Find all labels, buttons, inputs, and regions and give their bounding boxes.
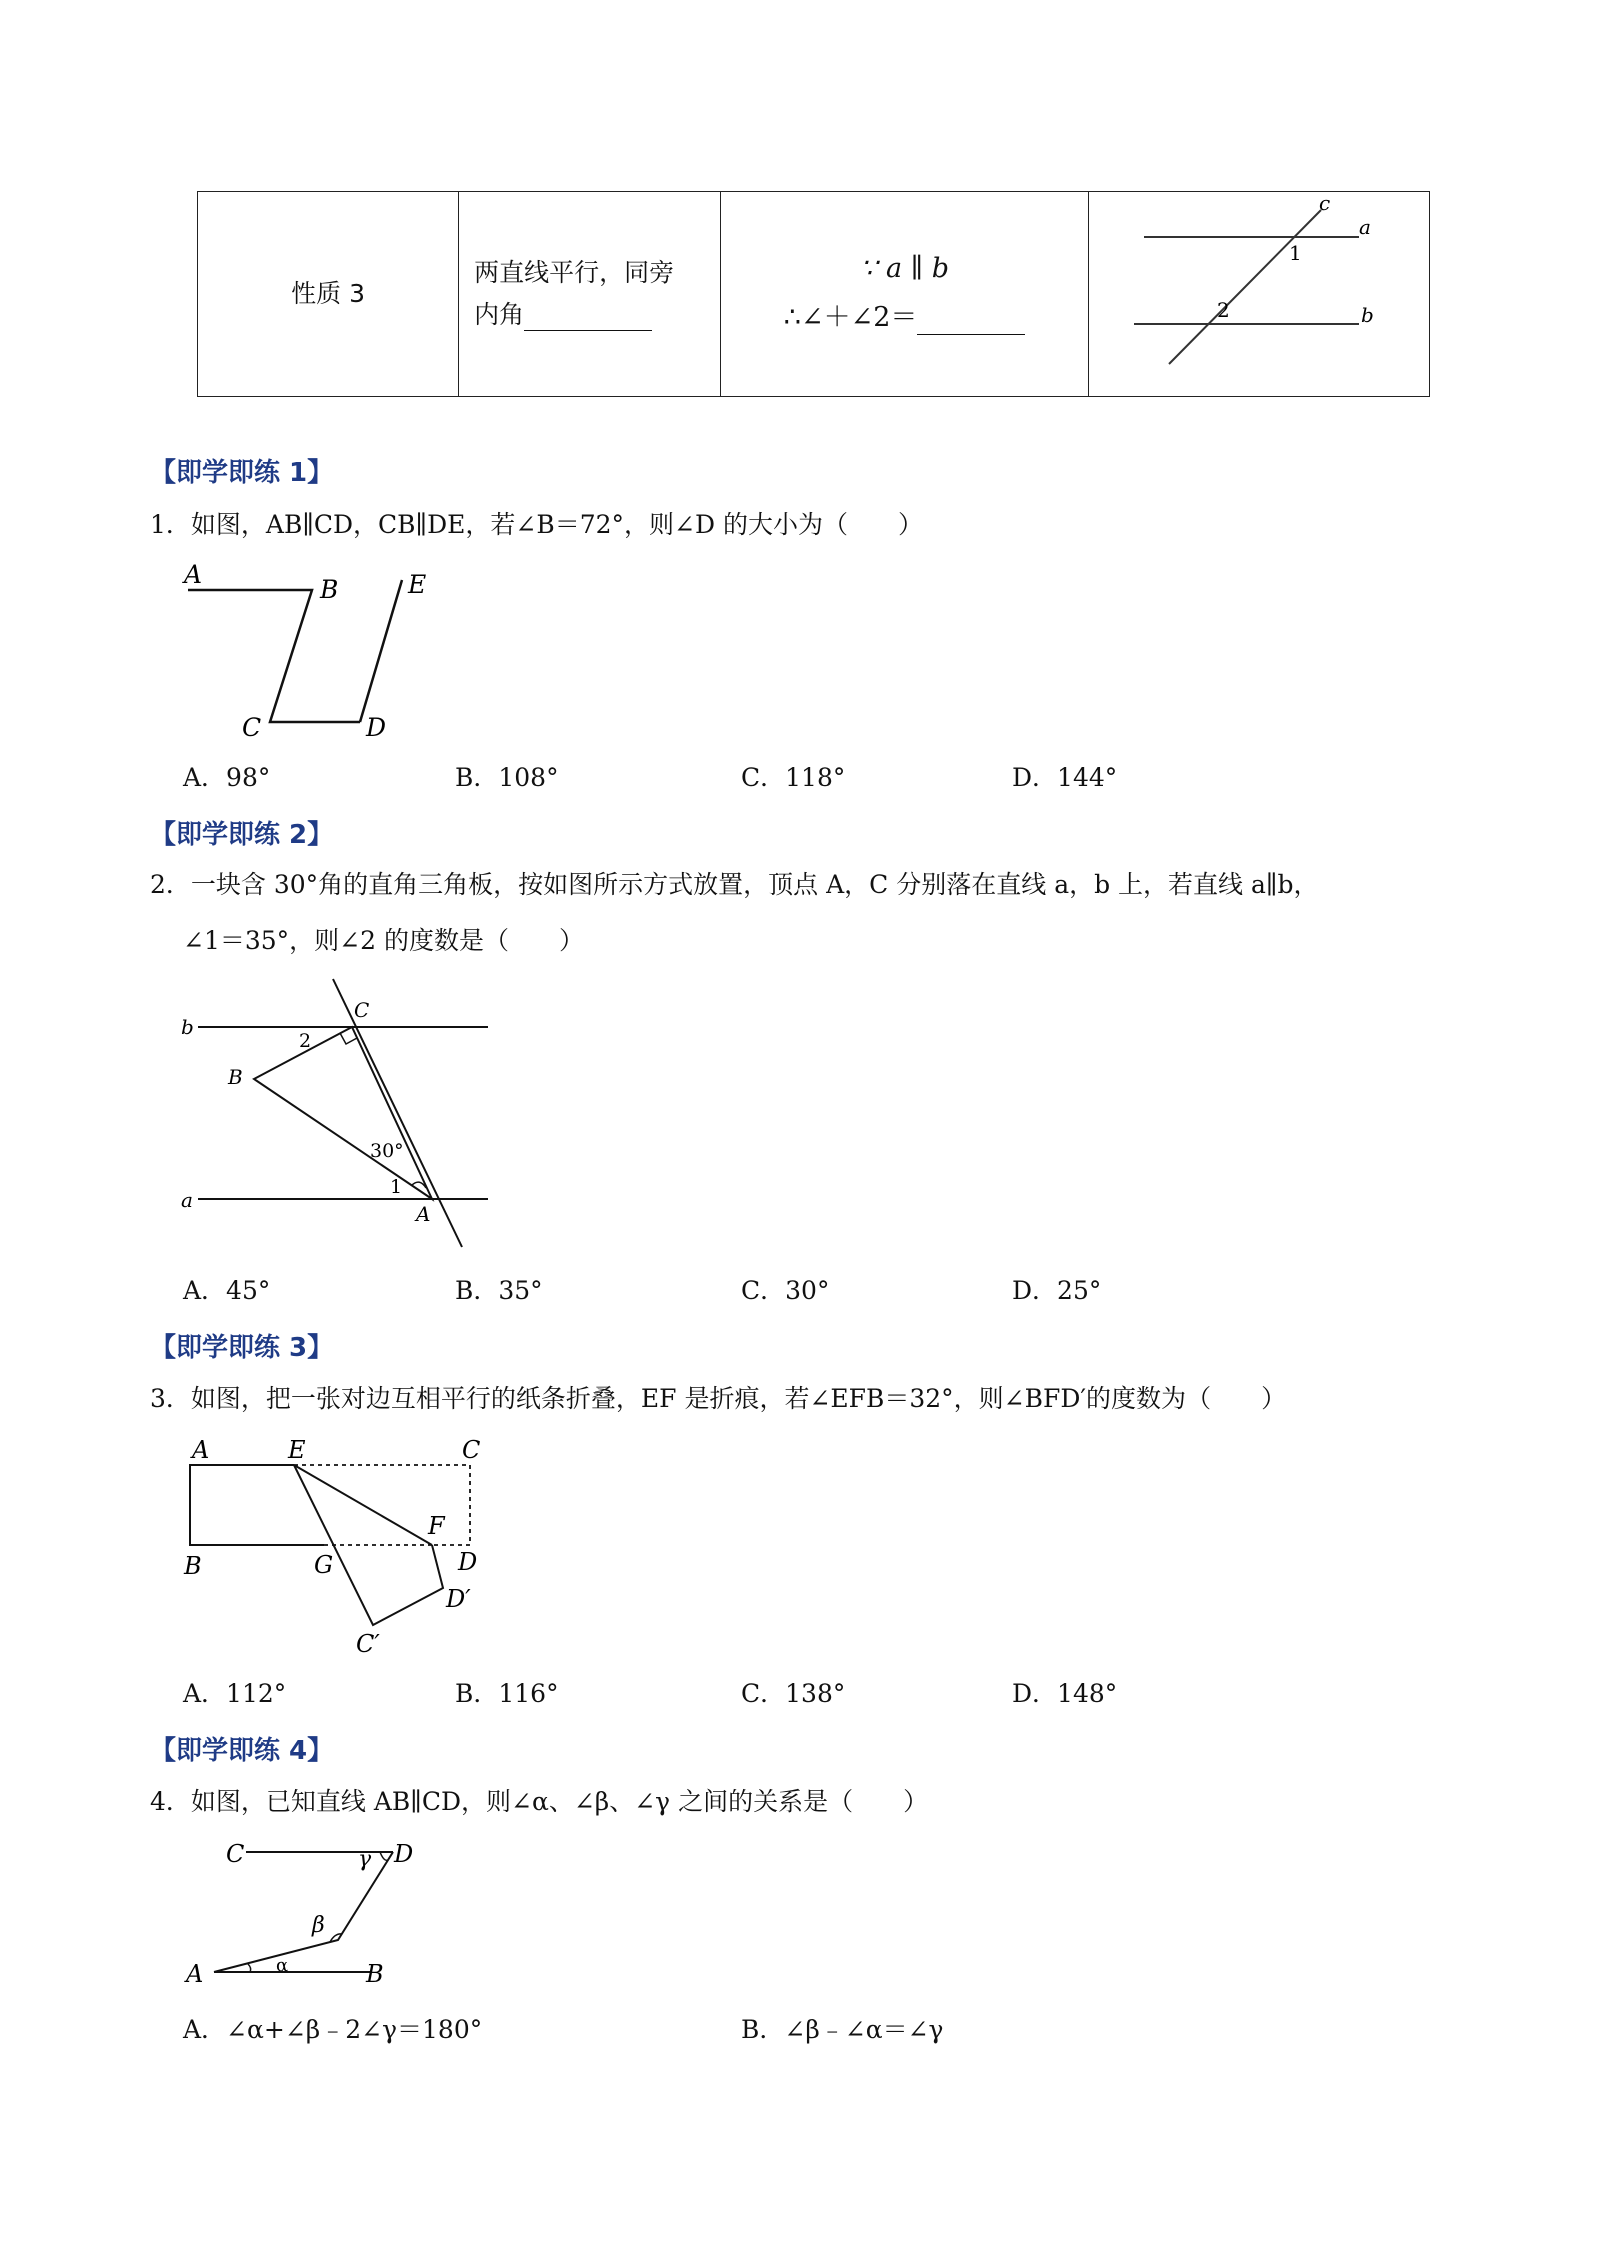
option-3C[interactable]: C．138° [741,1679,846,1708]
label-B: B [184,1552,202,1580]
option-4A[interactable]: A．∠α+∠β﹣2∠γ＝180° [183,2015,483,2044]
label-C: C [462,1436,481,1464]
property-desc-line2-text: 内角 [474,299,525,329]
label-A: A [416,1202,431,1226]
angle-alpha-arc [248,1964,251,1972]
label-alpha: α [276,1955,289,1976]
label-C: C [226,1840,245,1868]
property-desc-line2 [474,300,720,331]
table-cell-description [459,192,721,397]
label-B: B [366,1960,384,1988]
option-1D[interactable]: D．144° [1012,763,1118,792]
property-name: 性质 3 [291,279,366,308]
section-heading-2: 【即学即练 2】 [150,820,334,850]
table-row [198,192,1430,397]
table-cell-name [198,192,459,397]
label-beta: β [312,1913,325,1938]
segment-de [360,580,402,722]
figure-question-4 [180,1830,440,1990]
label-a: a [181,1188,193,1212]
transversal-c [1169,210,1321,364]
label-b: b [181,1015,194,1039]
segment-ab-bc-cd [188,590,360,722]
label-C: C [242,713,262,742]
section-heading-3: 【即学即练 3】 [150,1333,334,1363]
angle-gamma-arc [380,1852,388,1860]
label-b: b [1360,303,1374,327]
label-A: A [184,560,203,589]
figure-question-3 [180,1430,500,1670]
label-gamma: γ [358,1847,372,1872]
option-2D[interactable]: D．25° [1012,1276,1102,1305]
formula-conclusion [721,302,1088,335]
question-3: 3．如图，把一张对边互相平行的纸条折叠，EF 是折痕，若∠EFB＝32°，则∠BFD′的度数为（ ） [150,1384,1287,1413]
angle-1-label: 1 [390,1176,403,1198]
formula-given: ∵ a ∥ b [860,253,949,285]
label-G: G [314,1551,334,1579]
label-a: a [1358,215,1371,239]
right-angle-mark [340,1033,357,1044]
label-A: A [186,1960,204,1988]
angle-2-label: 2 [299,1030,312,1052]
line-ac-extended [333,979,462,1247]
question-1: 1．如图，AB∥CD，CB∥DE，若∠B＝72°，则∠D 的大小为（ ） [150,510,923,539]
angle-2-label: 2 [1216,298,1230,322]
parallel-lines-figure [1089,192,1429,392]
option-1C[interactable]: C．118° [741,763,846,792]
table-cell-formula [721,192,1089,397]
option-2B[interactable]: B．35° [455,1276,543,1305]
label-D: D [394,1840,414,1868]
label-E: E [288,1436,306,1464]
section-heading-1: 【即学即练 1】 [150,458,334,488]
section-heading-4: 【即学即练 4】 [150,1736,334,1766]
option-4B[interactable]: B．∠β﹣∠α＝∠γ [741,2015,944,2044]
label-D: D [366,713,387,742]
angle-1-label: 1 [1288,241,1302,265]
label-B: B [228,1065,243,1089]
option-1B[interactable]: B．108° [455,763,559,792]
option-3A[interactable]: A．112° [183,1679,287,1708]
property-desc-line1: 两直线平行，同旁 [474,257,675,287]
paper-strip-left [190,1465,324,1545]
label-D: D [458,1548,478,1576]
option-2A[interactable]: A．45° [183,1276,271,1305]
label-F: F [428,1512,445,1540]
question-2-line1: 2．一块含 30°角的直角三角板，按如图所示方式放置，顶点 A，C 分别落在直线 a，b 上，若直线 a∥b， [150,870,1319,899]
angle-30-label: 30° [370,1140,404,1162]
option-3D[interactable]: D．148° [1012,1679,1118,1708]
table-cell-figure [1088,192,1429,397]
figure-question-1 [180,555,450,745]
label-A: A [192,1436,210,1464]
answer-blank [524,300,652,331]
question-4: 4．如图，已知直线 AB∥CD，则∠α、∠β、∠γ 之间的关系是（ ） [150,1787,929,1816]
triangle-abc [254,1027,432,1199]
figure-question-2 [176,975,506,1255]
label-C-prime: C′ [356,1630,380,1658]
option-1A[interactable]: A．98° [183,763,271,792]
label-C: C [354,998,370,1022]
label-E: E [408,570,427,599]
label-c: c [1318,192,1331,215]
option-3B[interactable]: B．116° [455,1679,559,1708]
answer-blank [917,302,1025,335]
question-2-line2: ∠1＝35°，则∠2 的度数是（ ） [183,926,584,955]
property-table [197,191,1430,397]
label-B: B [320,575,339,604]
option-2C[interactable]: C．30° [741,1276,830,1305]
formula-conclusion-text: ∴∠＋∠2＝ [783,301,918,333]
label-D-prime: D′ [446,1585,471,1613]
